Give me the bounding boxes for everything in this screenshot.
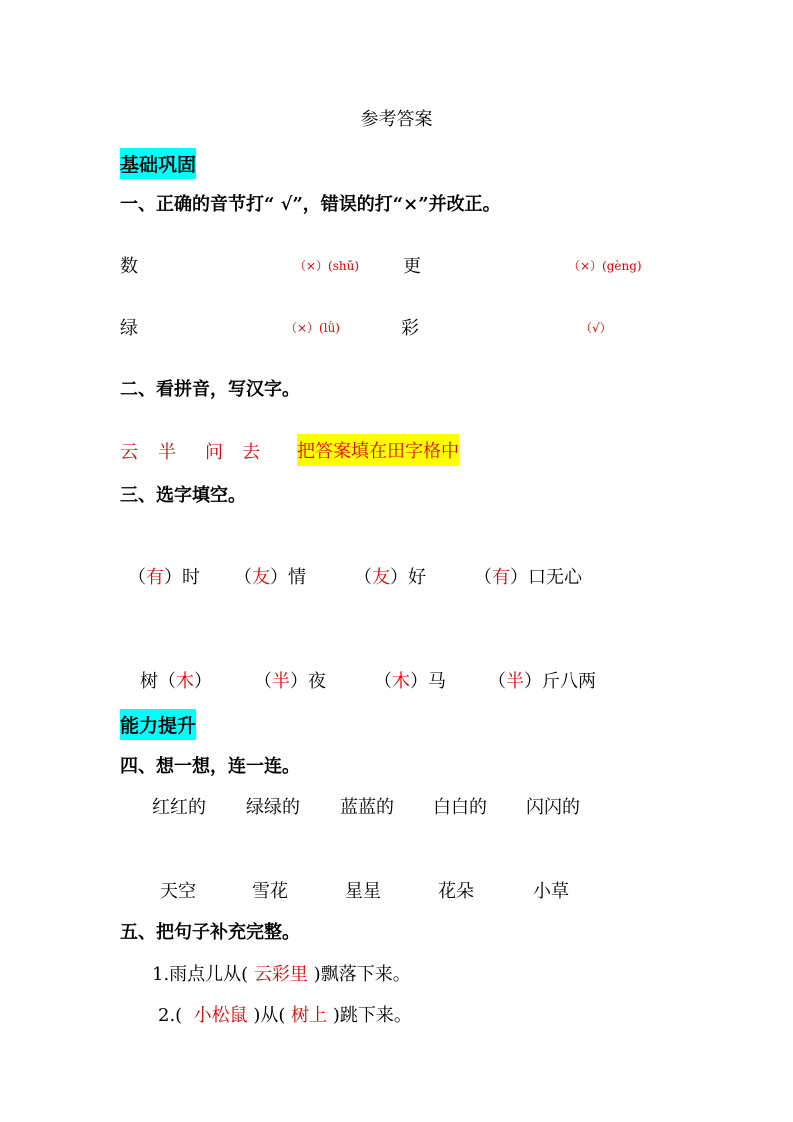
q2-answer-3: 问 [205, 442, 223, 463]
q3-item-1-4: （有）口无心 [474, 567, 582, 588]
q5-heading: 五、把句子补充完整。 [120, 922, 300, 943]
q5-sentence-1: 1.雨点儿从( 云彩里 )飘落下来。 [152, 964, 411, 985]
q2-heading: 二、看拼音，写汉字。 [120, 379, 300, 400]
q3-item-2-2: （半）夜 [254, 671, 326, 692]
q4-bottom-2: 雪花 [252, 881, 288, 902]
q3-heading: 三、选字填空。 [120, 485, 246, 506]
q2-answer-1: 云 [120, 442, 138, 463]
q2-answer-4: 去 [242, 442, 260, 463]
section-label-basic: 基础巩固 [120, 148, 196, 179]
q4-bottom-3: 星星 [345, 881, 381, 902]
q2-answer-2: 半 [158, 442, 176, 463]
q1-char-4: 彩 [401, 318, 419, 339]
q4-bottom-5: 小草 [533, 881, 569, 902]
q1-answer-2: （×）(gèng) [568, 259, 642, 273]
q4-bottom-1: 天空 [160, 881, 196, 902]
page-title: 参考答案 [360, 109, 433, 130]
q1-answer-3: （×）(lǜ) [285, 321, 340, 335]
q3-item-1-2: （友）情 [234, 567, 306, 588]
q4-top-5: 闪闪的 [526, 797, 580, 818]
q1-answer-1: （×）(shǔ) [294, 259, 360, 273]
q3-item-2-4: （半）斤八两 [488, 671, 596, 692]
q4-top-4: 白白的 [433, 797, 487, 818]
q4-top-1: 红红的 [152, 797, 206, 818]
q5-sentence-2: 2.( 小松鼠 )从( 树上 )跳下来。 [158, 1005, 412, 1026]
q1-char-1: 数 [120, 256, 138, 277]
q2-note: 把答案填在田字格中 [297, 434, 459, 466]
q4-top-2: 绿绿的 [246, 797, 300, 818]
section-label-advanced: 能力提升 [120, 709, 196, 740]
q3-item-2-3: （木）马 [374, 671, 446, 692]
q3-item-1-1: （有）时 [128, 567, 200, 588]
q1-char-3: 绿 [120, 318, 138, 339]
q1-heading: 一、正确的音节打“ √”，错误的打“×”并改正。 [120, 194, 501, 215]
q4-top-3: 蓝蓝的 [340, 797, 394, 818]
q3-item-1-3: （友）好 [354, 567, 426, 588]
q3-item-2-1: 树（木） [140, 671, 212, 692]
q4-heading: 四、想一想，连一连。 [120, 756, 300, 777]
q1-char-2: 更 [403, 256, 421, 277]
q4-bottom-4: 花朵 [438, 881, 474, 902]
q1-answer-4: （√） [580, 321, 612, 335]
